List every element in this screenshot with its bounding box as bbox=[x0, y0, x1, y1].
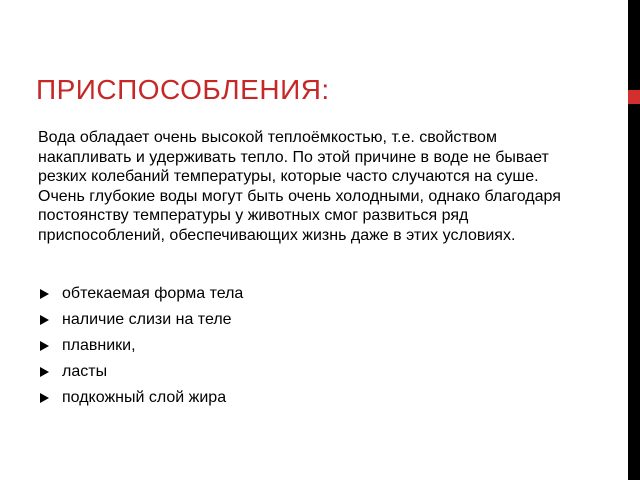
bullet-item bbox=[40, 388, 243, 414]
bullet-text: обтекаемая форма тела bbox=[62, 285, 244, 302]
arrowhead-bullet-icon bbox=[40, 367, 49, 377]
arrowhead-bullet-icon bbox=[40, 315, 49, 325]
slide-title: ПРИСПОСОБЛЕНИЯ: bbox=[36, 74, 330, 105]
bullet-item bbox=[40, 284, 243, 310]
bullet-text: подкожный слой жира bbox=[62, 389, 227, 406]
bullet-item bbox=[40, 362, 243, 388]
bullet-list bbox=[40, 284, 243, 414]
side-bar-decoration bbox=[628, 0, 640, 480]
arrowhead-bullet-icon bbox=[40, 289, 49, 299]
bullet-text: плавники, bbox=[62, 337, 136, 354]
arrowhead-bullet-icon bbox=[40, 393, 49, 403]
bullet-item bbox=[40, 336, 243, 362]
bullet-text: наличие слизи на теле bbox=[62, 311, 232, 328]
bullet-text: ласты bbox=[62, 363, 108, 380]
side-bar-accent bbox=[628, 90, 640, 104]
bullet-item bbox=[40, 310, 243, 336]
body-paragraph: Вода обладает очень высокой теплоёмкостью, т.е. свойством накапливать и удерживать тепло. По этой причине в воде не бывает резких колебаний температуры, которые часто случаются на суше. Очень глубокие воды могут быть очень холодными, однако благодаря постоянству температуры у животных смог развиться ряд приспособлений, обеспечивающих жизнь даже в этих условиях. bbox=[38, 129, 561, 244]
arrowhead-bullet-icon bbox=[40, 341, 49, 351]
